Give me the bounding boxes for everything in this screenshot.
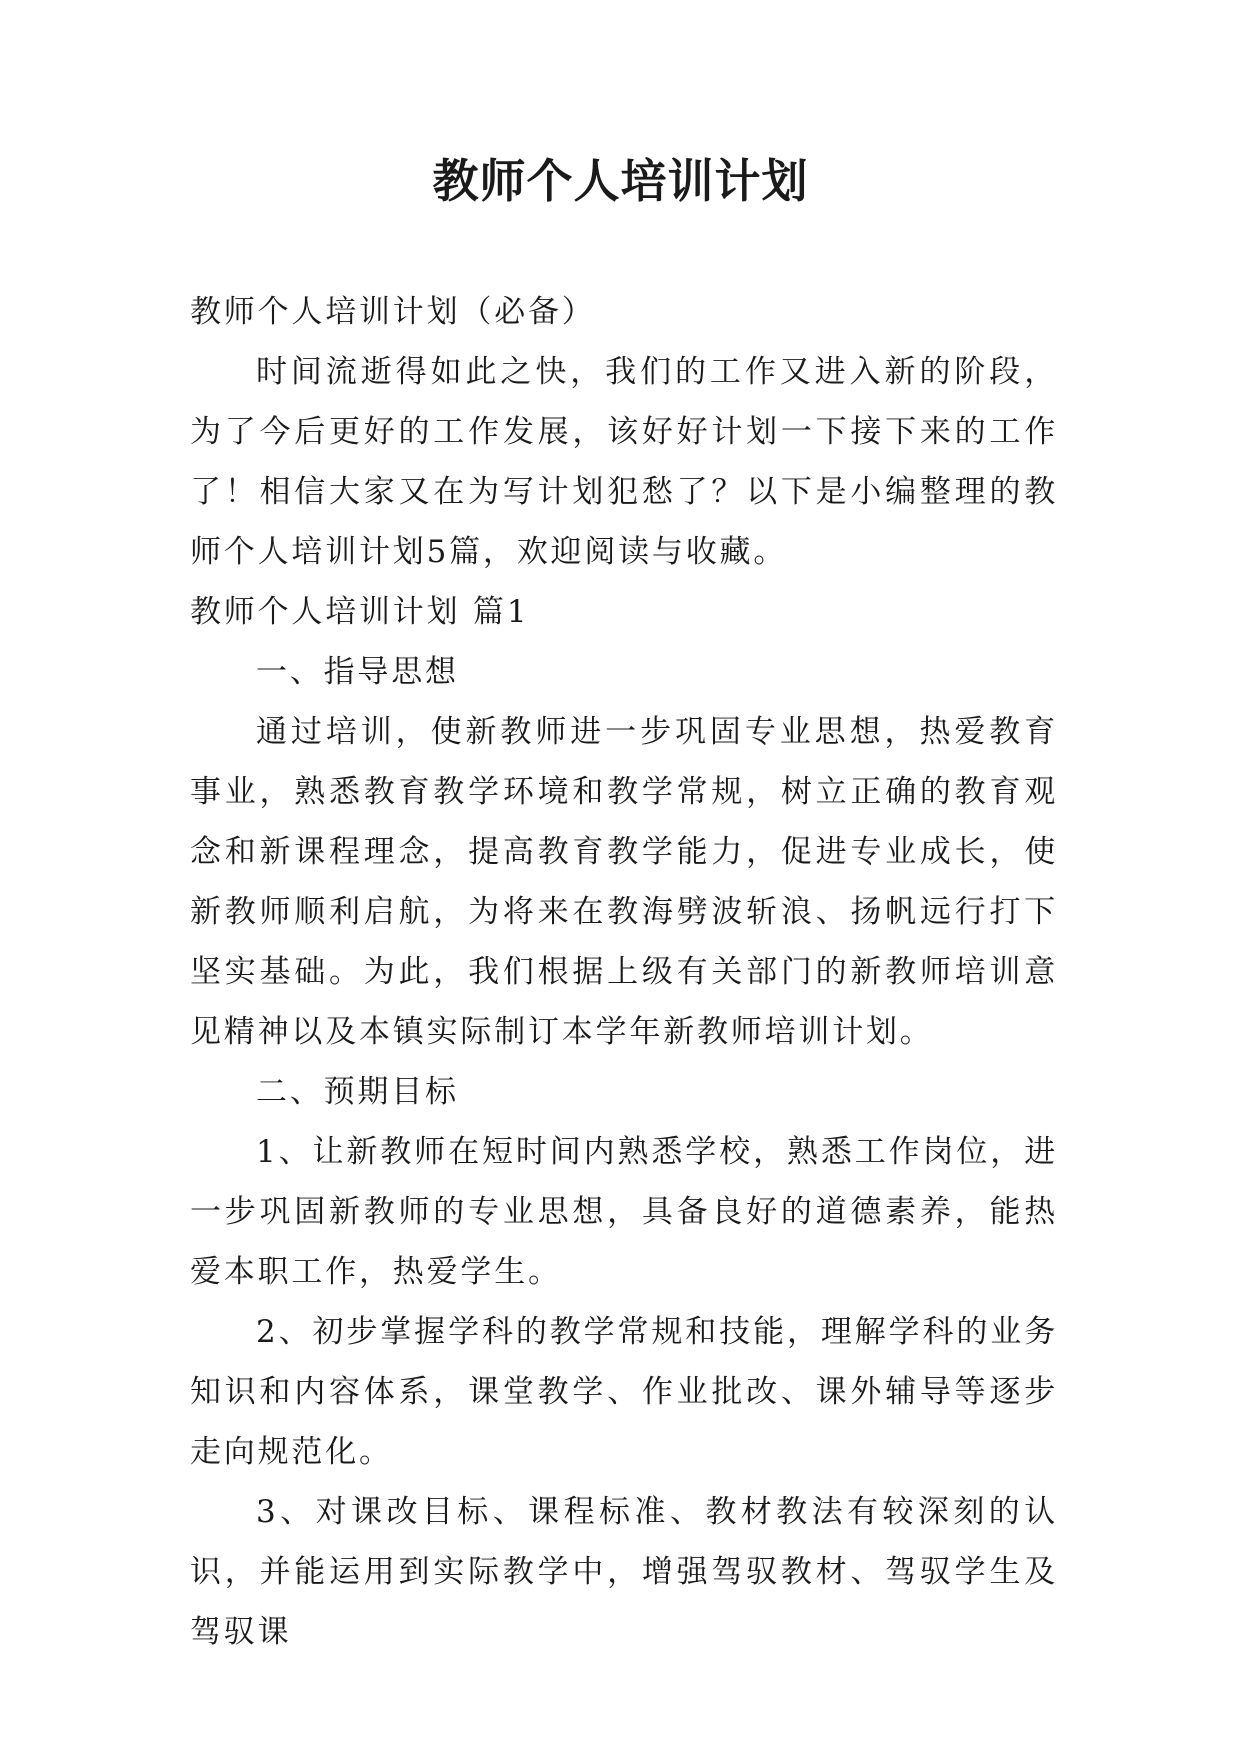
subsection-heading: 二、预期目标 xyxy=(256,1074,459,1110)
section-heading: 教师个人培训计划 篇1 xyxy=(190,594,530,630)
list-item: 1、让新教师在短时间内熟悉学校，熟悉工作岗位，进一步巩固新教师的专业思想，具备良好的道德素养，能热爱本职工作，热爱学生。 xyxy=(190,1134,1058,1290)
body-paragraph: 通过培训，使新教师进一步巩固专业思想，热爱教育事业，熟悉教育教学环境和教学常规，树立正确的教育观念和新课程理念，提高教育教学能力，促进专业成长，使新教师顺利启航，为将来在教海劈波斩浪、扬帆远行打下坚实基础。为此，我们根据上级有关部门的新教师培训意见精神以及本镇实际制订本学年新教师培训计划。 xyxy=(190,714,1058,1050)
subtitle-paragraph: 教师个人培训计划（必备） xyxy=(190,294,596,330)
subsection-heading: 一、指导思想 xyxy=(256,654,459,690)
document-title: 教师个人培训计划 xyxy=(432,154,809,208)
list-item: 2、初步掌握学科的教学常规和技能，理解学科的业务知识和内容体系，课堂教学、作业批改、课外辅导等逐步走向规范化。 xyxy=(190,1314,1058,1470)
list-item: 3、对课改目标、课程标准、教材教法有较深刻的认识，并能运用到实际教学中，增强驾驭教材、驾驭学生及驾驭课 xyxy=(190,1494,1058,1650)
document-body xyxy=(190,282,1058,1662)
intro-paragraph: 时间流逝得如此之快，我们的工作又进入新的阶段，为了今后更好的工作发展，该好好计划一下接下来的工作了！相信大家又在为写计划犯愁了？以下是小编整理的教师个人培训计划5篇，欢迎阅读与收藏。 xyxy=(190,354,1058,570)
